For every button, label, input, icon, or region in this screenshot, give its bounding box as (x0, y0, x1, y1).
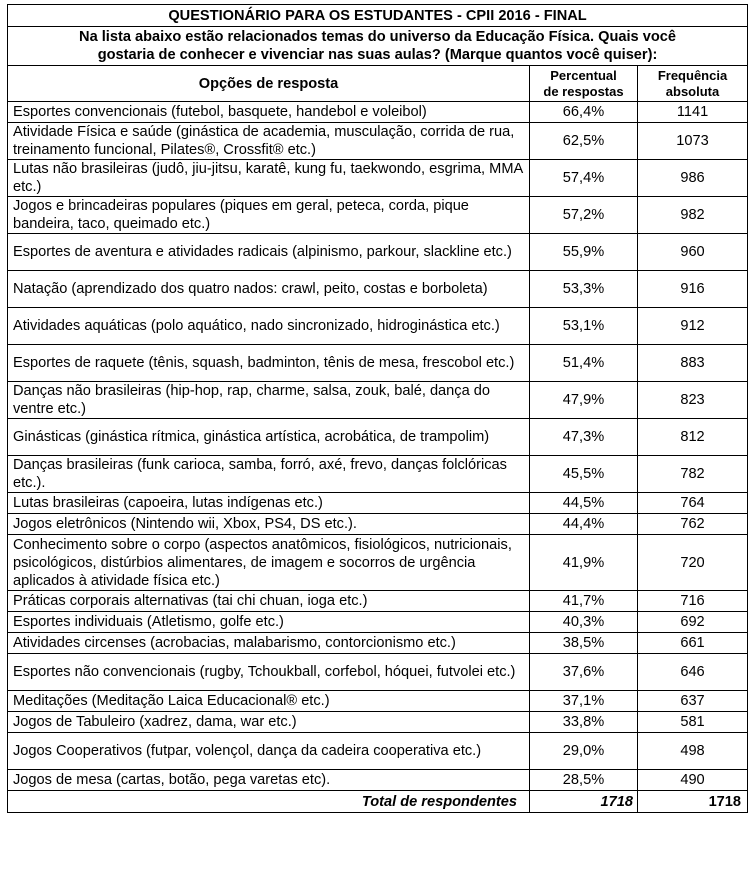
table-row (8, 234, 748, 271)
option-label: Atividade Física e saúde (ginástica de academia, musculação, corrida de rua, treinamento funcional, Pilates®, Crossfit® etc.) (8, 123, 530, 160)
option-label: Meditações (Meditação Laica Educacional® etc.) (8, 691, 530, 712)
table-row (8, 654, 748, 691)
table-row (8, 591, 748, 612)
option-label: Jogos Cooperativos (futpar, volençol, dança da cadeira cooperativa etc.) (8, 733, 530, 770)
frequency-cell: 692 (638, 612, 748, 633)
percent-cell: 41,7% (530, 591, 638, 612)
header-percent-line-1: Percentual (550, 67, 617, 83)
frequency-cell: 782 (638, 456, 748, 493)
header-frequency-line-2: absoluta (665, 83, 720, 99)
option-label: Lutas brasileiras (capoeira, lutas indígenas etc.) (8, 493, 530, 514)
percent-cell: 53,3% (530, 271, 638, 308)
question-text (8, 27, 748, 66)
option-label: Atividades circenses (acrobacias, malabarismo, contorcionismo etc.) (8, 633, 530, 654)
option-label: Danças não brasileiras (hip-hop, rap, charme, salsa, zouk, balé, dança do ventre etc.) (8, 382, 530, 419)
frequency-cell: 661 (638, 633, 748, 654)
title-row (8, 5, 748, 27)
header-frequency-line-1: Frequência (657, 67, 728, 83)
total-frequency-cell: 1718 (638, 791, 748, 813)
percent-cell: 37,6% (530, 654, 638, 691)
frequency-cell: 498 (638, 733, 748, 770)
table-row (8, 123, 748, 160)
option-label: Práticas corporais alternativas (tai chi chuan, ioga etc.) (8, 591, 530, 612)
frequency-cell: 912 (638, 308, 748, 345)
option-label: Esportes não convencionais (rugby, Tchoukball, corfebol, hóquei, futvolei etc.) (8, 654, 530, 691)
frequency-cell: 812 (638, 419, 748, 456)
option-label: Esportes convencionais (futebol, basquete, handebol e voleibol) (8, 102, 530, 123)
option-label: Jogos eletrônicos (Nintendo wii, Xbox, PS4, DS etc.). (8, 514, 530, 535)
table-row (8, 102, 748, 123)
option-label: Conhecimento sobre o corpo (aspectos anatômicos, fisiológicos, nutricionais, psicológicos, distúrbios alimentares, de imagem e socorros de urgência aplicados à atividade física etc.) (8, 535, 530, 591)
frequency-cell: 490 (638, 770, 748, 791)
option-label: Esportes individuais (Atletismo, golfe etc.) (8, 612, 530, 633)
percent-cell: 55,9% (530, 234, 638, 271)
frequency-cell: 1141 (638, 102, 748, 123)
percent-cell: 47,3% (530, 419, 638, 456)
frequency-cell: 986 (638, 160, 748, 197)
table-row (8, 514, 748, 535)
frequency-cell: 982 (638, 197, 748, 234)
frequency-cell: 646 (638, 654, 748, 691)
frequency-cell: 581 (638, 712, 748, 733)
table-row (8, 345, 748, 382)
frequency-cell: 916 (638, 271, 748, 308)
option-label: Jogos e brincadeiras populares (piques em geral, peteca, corda, pique bandeira, taco, queimado etc.) (8, 197, 530, 234)
percent-cell: 44,4% (530, 514, 638, 535)
frequency-cell: 960 (638, 234, 748, 271)
survey-table (7, 4, 748, 813)
table-row (8, 691, 748, 712)
percent-cell: 57,2% (530, 197, 638, 234)
option-label: Natação (aprendizado dos quatro nados: crawl, peito, costas e borboleta) (8, 271, 530, 308)
table-row (8, 535, 748, 591)
percent-cell: 45,5% (530, 456, 638, 493)
table-row (8, 770, 748, 791)
frequency-cell: 720 (638, 535, 748, 591)
header-percent (530, 66, 638, 102)
percent-cell: 37,1% (530, 691, 638, 712)
percent-cell: 66,4% (530, 102, 638, 123)
question-line-2: gostaria de conhecer e vivenciar nas suas aulas? (Marque quantos você quiser): (97, 47, 658, 63)
option-label: Lutas não brasileiras (judô, jiu-jitsu, karatê, kung fu, taekwondo, esgrima, MMA etc.) (8, 160, 530, 197)
percent-cell: 57,4% (530, 160, 638, 197)
table-row (8, 382, 748, 419)
survey-table-container (7, 4, 747, 813)
percent-cell: 44,5% (530, 493, 638, 514)
total-label: Total de respondentes (8, 791, 530, 813)
header-row (8, 66, 748, 102)
frequency-cell: 1073 (638, 123, 748, 160)
percent-cell: 38,5% (530, 633, 638, 654)
percent-cell: 41,9% (530, 535, 638, 591)
total-row (8, 791, 748, 813)
total-percent-cell: 1718 (530, 791, 638, 813)
frequency-cell: 716 (638, 591, 748, 612)
option-label: Danças brasileiras (funk carioca, samba, forró, axé, frevo, danças folclóricas etc.). (8, 456, 530, 493)
question-row (8, 27, 748, 66)
table-row (8, 160, 748, 197)
table-row (8, 633, 748, 654)
table-row (8, 308, 748, 345)
table-title: QUESTIONÁRIO PARA OS ESTUDANTES - CPII 2016 - FINAL (8, 5, 748, 27)
table-row (8, 419, 748, 456)
option-label: Esportes de aventura e atividades radicais (alpinismo, parkour, slackline etc.) (8, 234, 530, 271)
option-label: Jogos de Tabuleiro (xadrez, dama, war etc.) (8, 712, 530, 733)
percent-cell: 40,3% (530, 612, 638, 633)
frequency-cell: 762 (638, 514, 748, 535)
option-label: Jogos de mesa (cartas, botão, pega varetas etc). (8, 770, 530, 791)
percent-cell: 29,0% (530, 733, 638, 770)
header-options: Opções de resposta (8, 66, 530, 102)
header-frequency (638, 66, 748, 102)
header-percent-line-2: de respostas (543, 83, 624, 99)
percent-cell: 62,5% (530, 123, 638, 160)
percent-cell: 28,5% (530, 770, 638, 791)
table-row (8, 612, 748, 633)
option-label: Esportes de raquete (tênis, squash, badminton, tênis de mesa, frescobol etc.) (8, 345, 530, 382)
table-row (8, 197, 748, 234)
frequency-cell: 883 (638, 345, 748, 382)
percent-cell: 47,9% (530, 382, 638, 419)
percent-cell: 33,8% (530, 712, 638, 733)
option-label: Ginásticas (ginástica rítmica, ginástica artística, acrobática, de trampolim) (8, 419, 530, 456)
table-row (8, 493, 748, 514)
option-label: Atividades aquáticas (polo aquático, nado sincronizado, hidroginástica etc.) (8, 308, 530, 345)
frequency-cell: 764 (638, 493, 748, 514)
table-row (8, 271, 748, 308)
frequency-cell: 637 (638, 691, 748, 712)
table-row (8, 712, 748, 733)
table-row (8, 456, 748, 493)
frequency-cell: 823 (638, 382, 748, 419)
question-line-1: Na lista abaixo estão relacionados temas do universo da Educação Física. Quais você (79, 29, 676, 45)
table-row (8, 733, 748, 770)
percent-cell: 51,4% (530, 345, 638, 382)
percent-cell: 53,1% (530, 308, 638, 345)
